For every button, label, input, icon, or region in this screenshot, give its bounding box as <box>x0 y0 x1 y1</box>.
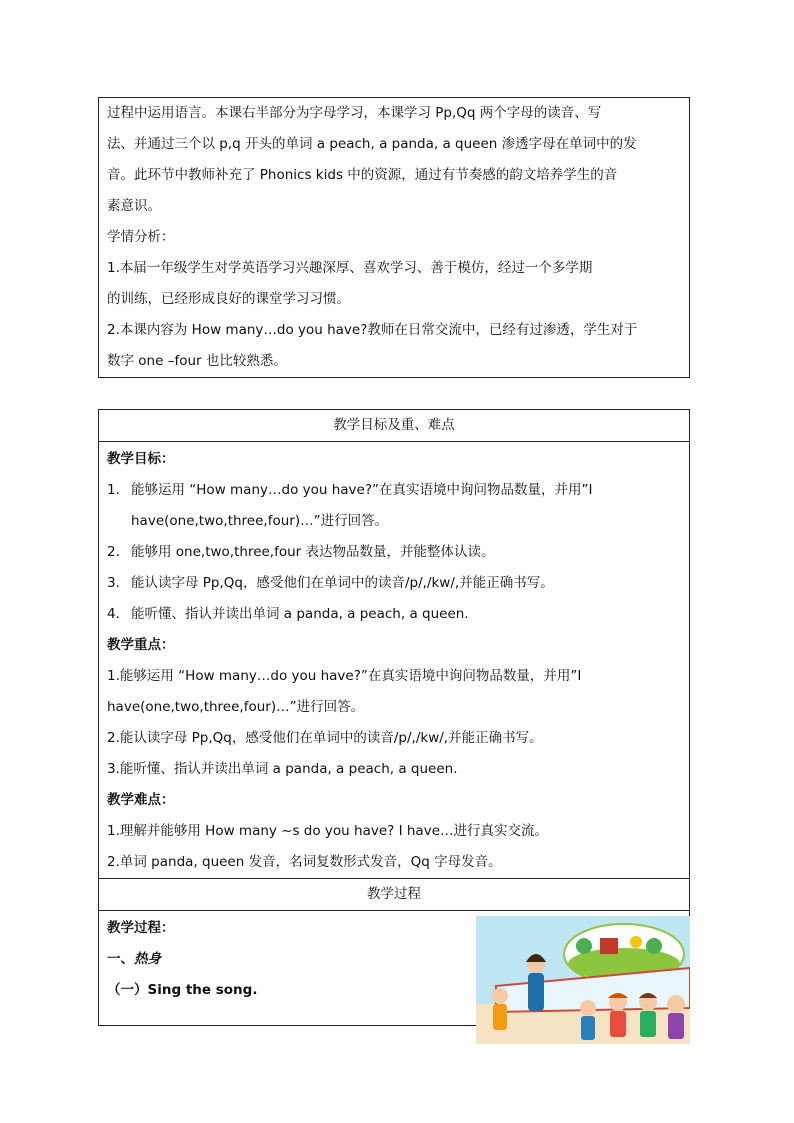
key-points-title: 教学重点： <box>107 637 175 653</box>
objectives-header: 教学目标及重、难点 <box>99 410 689 442</box>
difficult-point-line: 1.理解并能够用 How many ~s do you have? I have…进行真实交流。 <box>107 823 549 839</box>
analysis-line: 2.本课内容为 How many…do you have?教师在日常交流中，已经有过渗透，学生对于 <box>107 322 638 338</box>
key-point-line: have(one,two,three,four)…”进行回答。 <box>107 699 365 715</box>
child-head <box>492 988 508 1004</box>
goal-text: 能认读字母 Pp,Qq，感受他们在单词中的读音/p/,/kw/,并能正确书写。 <box>131 575 554 591</box>
analysis-line: 素意识。 <box>107 198 161 214</box>
goal-item <box>107 599 681 630</box>
child-head <box>580 1000 596 1016</box>
analysis-line: 的训练，已经形成良好的课堂学习习惯。 <box>107 291 350 307</box>
objectives-section <box>99 442 689 878</box>
analysis-line: 数字 one –four 也比较熟悉。 <box>107 353 287 369</box>
child-body <box>581 1016 595 1040</box>
tree <box>646 938 662 954</box>
goal-number: 4. <box>107 606 120 622</box>
goal-text-continued: have(one,two,three,four)…”进行回答。 <box>131 513 389 529</box>
step-name: 热身 <box>134 951 161 967</box>
child-body <box>640 1011 656 1037</box>
process-title: 教学过程： <box>107 920 175 936</box>
difficult-point-line: 2.单词 panda, queen 发音，名词复数形式发音，Qq 字母发音。 <box>107 854 502 870</box>
goal-text: 能够运用 “How many…do you have?”在真实语境中询问物品数量，并用”I <box>131 482 593 498</box>
key-point-line: 1.能够运用 “How many…do you have?”在真实语境中询问物品数量，并用”I <box>107 668 582 684</box>
teacher-dress <box>528 973 544 1011</box>
analysis-line: 过程中运用语言。本课右半部分为字母学习，本课学习 Pp,Qq 两个字母的读音、写 <box>107 105 602 121</box>
sing-song-step: （一）Sing the song. <box>107 982 258 998</box>
key-point-line: 3.能听懂、指认并读出单词 a panda, a peach, a queen. <box>107 761 458 777</box>
analysis-box <box>98 97 690 378</box>
sun <box>630 936 642 948</box>
goals-title: 教学目标： <box>107 451 175 467</box>
analysis-line: 1.本届一年级学生对学英语学习兴趣深厚、喜欢学习、善于模仿，经过一个多学期 <box>107 260 593 276</box>
analysis-line: 音。此环节中教师补充了 Phonics kids 中的资源，通过有节奏感的韵文培养学生的音 <box>107 167 618 183</box>
analysis-line: 法、并通过三个以 p,q 开头的单词 a peach, a panda, a queen 渗透字母在单词中的发 <box>107 136 637 152</box>
child-head <box>667 995 685 1013</box>
goal-number: 3. <box>107 575 120 591</box>
difficult-points-title: 教学难点： <box>107 792 175 808</box>
barn <box>600 938 618 954</box>
child-body <box>668 1013 684 1039</box>
tree <box>576 938 592 954</box>
goal-item <box>107 568 681 599</box>
goal-text: 能听懂、指认并读出单词 a panda, a peach, a queen. <box>131 606 469 622</box>
goal-number: 1. <box>107 482 120 498</box>
goal-text: 能够用 one,two,three,four 表达物品数量，并能整体认读。 <box>131 544 495 560</box>
goal-item <box>107 475 681 506</box>
classroom-illustration <box>476 916 690 1044</box>
goal-number: 2. <box>107 544 120 560</box>
child-body <box>493 1004 507 1030</box>
child-body <box>610 1011 626 1037</box>
goal-item <box>107 537 681 568</box>
step-number: 一、 <box>107 951 134 967</box>
student-analysis-heading: 学情分析： <box>107 229 175 245</box>
key-point-line: 2.能认读字母 Pp,Qq，感受他们在单词中的读音/p/,/kw/,并能正确书写。 <box>107 730 543 746</box>
process-header: 教学过程 <box>99 878 689 911</box>
